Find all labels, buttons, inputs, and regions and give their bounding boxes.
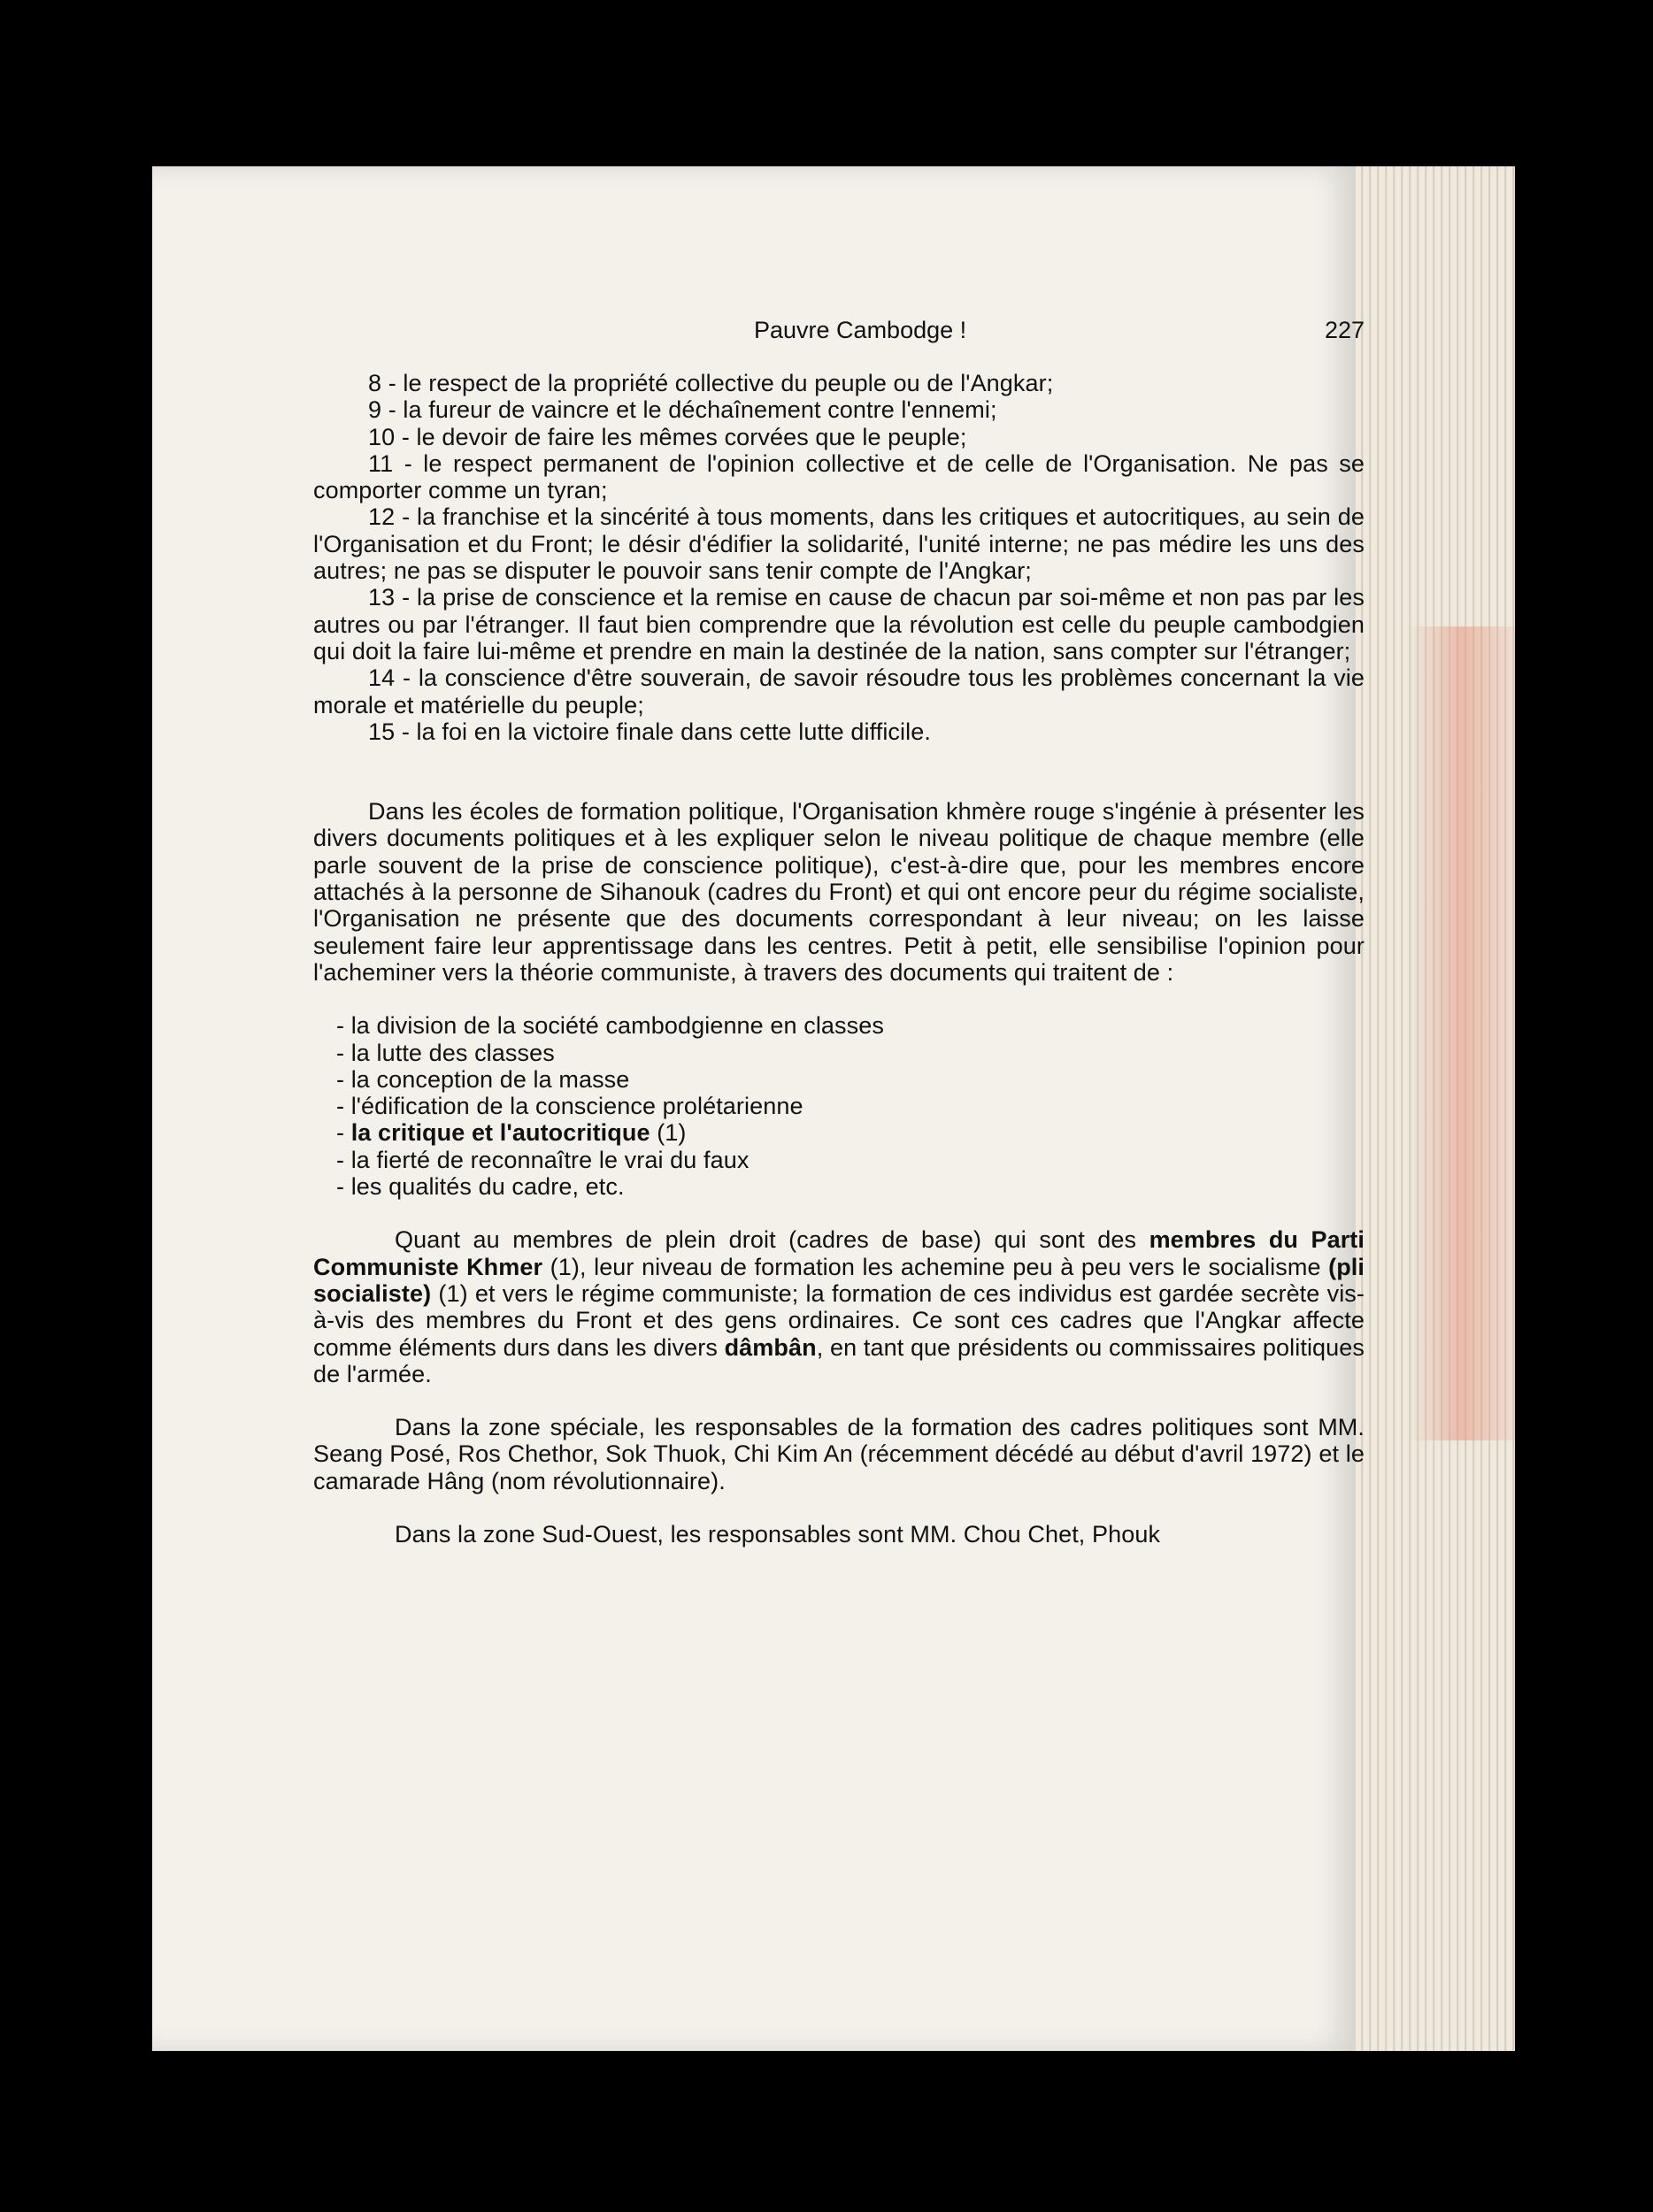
topic-item: - la conception de la masse [336,1065,630,1093]
rule-item: 14 - la conscience d'être souverain, de savoir résoudre tous les problèmes concernant la vie morale et matérielle du peuple; [313,664,1365,718]
page-number: 227 [1324,317,1365,343]
topic-item-critique: - la critique et l'autocritique (1) [336,1119,687,1147]
rule-item: 11 - le respect permanent de l'opinion collective et de celle de l'Organisation. Ne pas se comporter comme un tyran; [313,449,1365,504]
rule-item: 9 - la fureur de vaincre et le déchaînement contre l'ennemi; [368,396,997,424]
rule-item: 8 - le respect de la propriété collective du peuple ou de l'Angkar; [368,370,1054,396]
paragraph-special-zone: Dans la zone spéciale, les responsables de la formation des cadres politiques sont MM. Seang Posé, Ros Chethor, Sok Thuok, Chi Kim An (récemment décédé au début d'avril 1972) et le camarade Hâng (nom révolutionnaire). [313,1414,1365,1494]
page-edges [1356,166,1515,2051]
topics-list [313,1012,1365,1200]
topic-item: - la fierté de reconnaître le vrai du faux [336,1146,750,1173]
running-title: Pauvre Cambodge ! [754,317,967,343]
rule-item: 13 - la prise de conscience et la remise en cause de chacun par soi-même et non pas par les autres ou par l'étranger. Il faut bien comprendre que la révolution est celle du peuple cambodgien qui doit la faire lui-même et prendre en main la destinée de la nation, sans compter sur l'étranger; [313,584,1365,664]
rule-item: 10 - le devoir de faire les mêmes corvées que le peuple; [368,423,967,450]
topic-item: - l'édification de la conscience prolétarienne [336,1093,803,1120]
topic-item: - la lutte des classes [336,1039,555,1066]
rules-list [313,370,1365,745]
paragraph-southwest-zone: Dans la zone Sud-Ouest, les responsables sont MM. Chou Chet, Phouk [395,1520,1161,1548]
book-spread [152,166,1515,2051]
rule-item: 15 - la foi en la victoire finale dans cette lutte difficile. [368,718,931,745]
paragraph-schools: Dans les écoles de formation politique, l'Organisation khmère rouge s'ingénie à présenter les divers documents politiques et à les expliquer selon le niveau politique de chaque membre (elle parle souvent de la prise de conscience politique), c'est-à-dire que, pour les membres encore attachés à la personne de Sihanouk (cadres du Front) et qui ont encore peur du régime socialiste, l'Organisation ne présente que des documents correspondant à leur niveau; on les laisse seulement faire leur apprentissage dans les centres. Petit à petit, elle sensibilise l'opinion pour l'acheminer vers la théorie communiste, à travers des documents qui traitent de : [313,798,1365,986]
page-body [313,370,1365,1548]
topic-item: - les qualités du cadre, etc. [336,1173,625,1201]
rule-item: 12 - la franchise et la sincérité à tous moments, dans les critiques et autocritiques, au sein de l'Organisation et du Front; le désir d'édifier la solidarité, l'unité interne; ne pas médire les uns des autres; ne pas se disputer le pouvoir sans tenir compte de l'Angkar; [313,503,1365,585]
paragraph-members: Quant au membres de plein droit (cadres de base) qui sont des membres du Parti Communiste Khmer (1), leur niveau de formation les achemine peu à peu vers le socialisme (pli socialiste) (1) et vers le régime communiste; la formation de ces individus est gardée secrète vis-à-vis des membres du Front et des gens ordinaires. Ce sont ces cadres que l'Angkar affecte comme éléments durs dans les divers dâmbân, en tant que présidents ou commissaires politiques de l'armée. [313,1226,1365,1387]
running-header [313,317,1365,352]
topic-item: - la division de la société cambodgienne en classes [336,1012,884,1040]
